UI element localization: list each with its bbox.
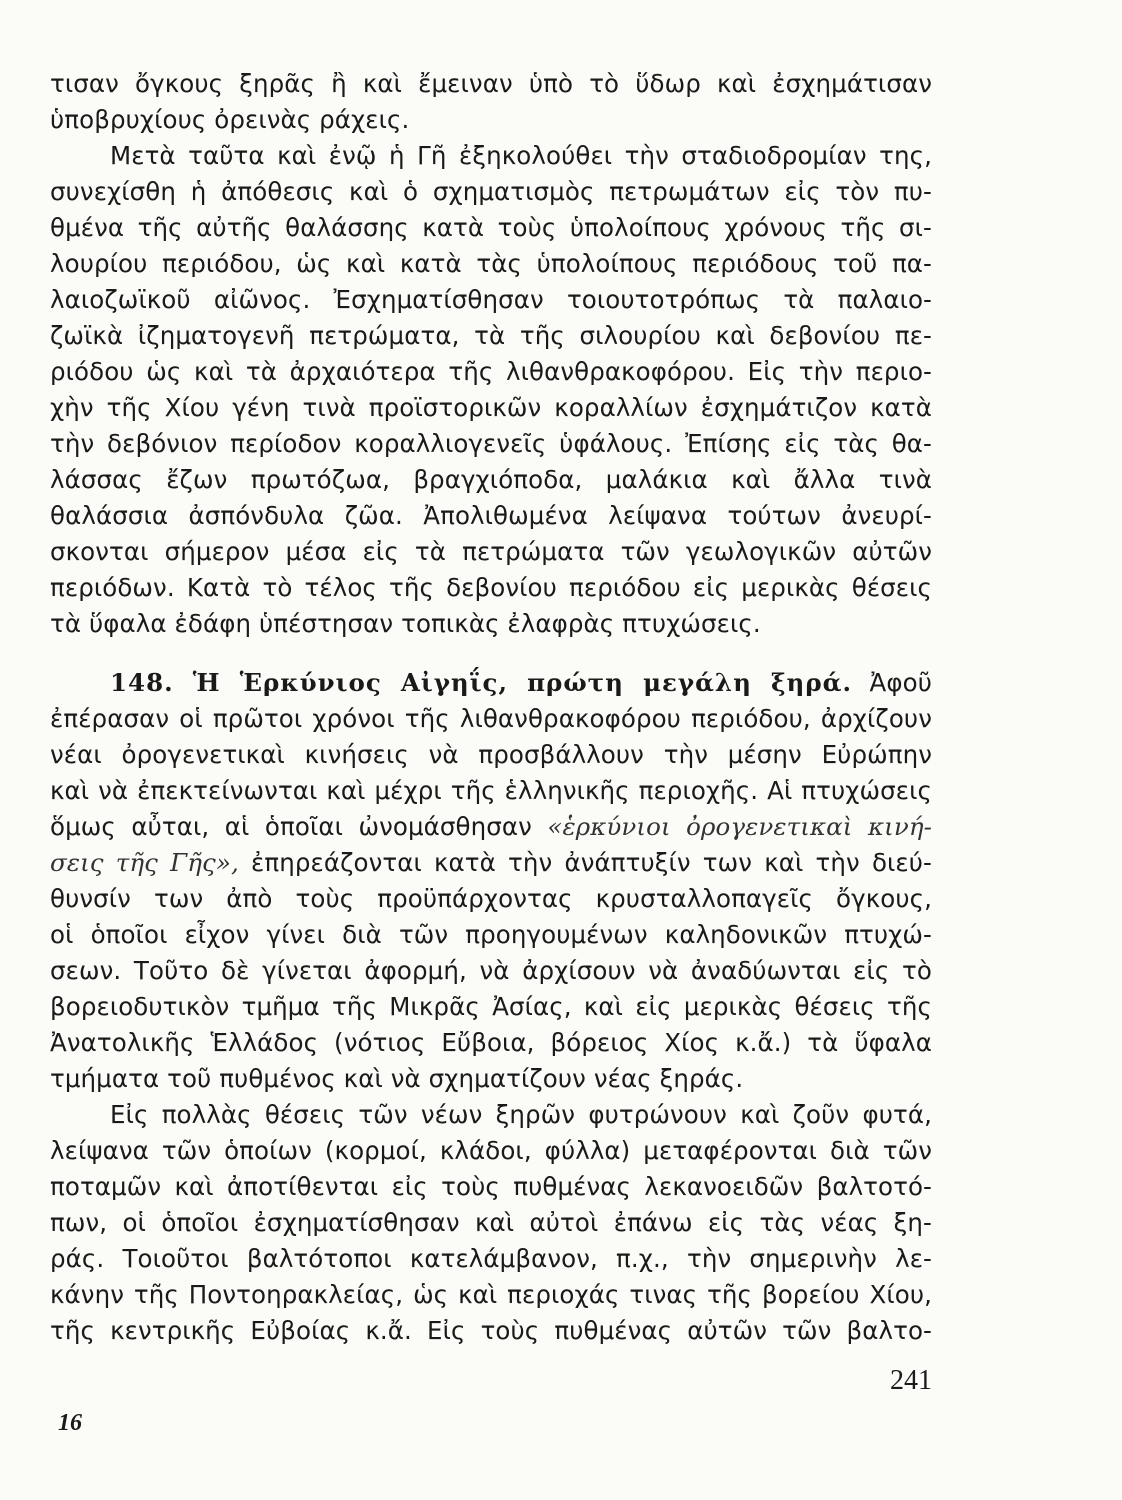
- text-line: ὑποβρυχίους ὀρεινὰς ράχεις.: [50, 105, 410, 134]
- section-heading: 148. Ἡ Ἑρκύνιος Αἰγηΐς, πρώτη μεγάλη ξηρά.: [110, 668, 853, 697]
- text-line: θυνσίν των ἀπὸ τοὺς προϋπάρχοντας κρυσταλλοπαγεῖς ὄγκους,: [50, 884, 932, 913]
- text-line: λείψανα τῶν ὁποίων (κορμοί, κλάδοι, φύλλα) μεταφέρονται διὰ τῶν: [50, 1136, 932, 1165]
- text-line: Ἀνατολικῆς Ἑλλάδος (νότιος Εὔβοια, βόρειος Χίος κ.ἄ.) τὰ ὕφαλα: [50, 1028, 932, 1057]
- text-line: τὴν δεβόνιον περίοδον κοραλλιογενεῖς ὑφάλους. Ἐπίσης εἰς τὰς θα-: [50, 429, 932, 458]
- text-line: [50, 845, 932, 881]
- text-line: ζωϊκὰ ἰζηματογενῆ πετρώματα, τὰ τῆς σιλουρίου καὶ δεβονίου πε-: [50, 321, 932, 350]
- text-line: θμένα τῆς αὐτῆς θαλάσσης κατὰ τοὺς ὑπολοίπους χρόνους τῆς σι-: [50, 213, 932, 242]
- text-line: τισαν ὄγκους ξηρᾶς ἢ καὶ ἔμειναν ὑπὸ τὸ ὕδωρ καὶ ἐσχημάτισαν: [50, 69, 932, 98]
- text-line: περιόδων. Κατὰ τὸ τέλος τῆς δεβονίου περιόδου εἰς μερικὰς θέσεις: [50, 573, 932, 602]
- text-line: χὴν τῆς Χίου γένη τινὰ προϊστορικῶν κοραλλίων ἐσχημάτιζον κατὰ: [50, 393, 932, 422]
- text-line: οἱ ὁποῖοι εἶχον γίνει διὰ τῶν προηγουμένων καληδονικῶν πτυχώ-: [50, 920, 932, 949]
- text-fragment: ὅμως αὖται, αἱ ὁποῖαι ὠνομάσθησαν: [50, 812, 532, 841]
- text-line: τμήματα τοῦ πυθμένος καὶ νὰ σχηματίζουν νέας ξηράς.: [50, 1064, 744, 1093]
- text-line: [50, 809, 932, 845]
- text-line: ριόδου ὡς καὶ τὰ ἀρχαιότερα τῆς λιθανθρακοφόρου. Εἰς τὴν περιο-: [50, 357, 932, 386]
- text-line: σεων. Τοῦτο δὲ γίνεται ἀφορμή, νὰ ἀρχίσουν νὰ ἀναδύωνται εἰς τὸ: [50, 956, 932, 985]
- text-line: Εἰς πολλὰς θέσεις τῶν νέων ξηρῶν φυτρώνουν καὶ ζοῦν φυτά,: [110, 1100, 932, 1129]
- text-line: κάνην τῆς Ποντοηρακλείας, ὡς καὶ περιοχάς τινας τῆς βορείου Χίου,: [50, 1280, 932, 1309]
- section-heading-line: [110, 665, 932, 701]
- text-line: τὰ ὕφαλα ἐδάφη ὑπέστησαν τοπικὰς ἐλαφρὰς πτυχώσεις.: [50, 609, 761, 638]
- text-line: ράς. Τοιοῦτοι βαλτότοποι κατελάμβανον, π.χ., τὴν σημερινὴν λε-: [50, 1244, 932, 1273]
- text-line: καὶ νὰ ἐπεκτείνωνται καὶ μέχρι τῆς ἑλληνικῆς περιοχῆς. Αἱ πτυχώσεις: [50, 776, 932, 805]
- text-line: συνεχίσθη ἡ ἀπόθεσις καὶ ὁ σχηματισμὸς πετρωμάτων εἰς τὸν πυ-: [50, 177, 932, 206]
- page-number: 241: [890, 1365, 932, 1396]
- text-line: θαλάσσια ἀσπόνδυλα ζῶα. Ἀπολιθωμένα λείψανα τούτων ἀνευρί-: [50, 501, 932, 530]
- italic-term: «ἑρκύνιοι ὀρογενετικαὶ κινή-: [547, 812, 932, 841]
- text-line: λουρίου περιόδου, ὡς καὶ κατὰ τὰς ὑπολοίπους περιόδους τοῦ πα-: [50, 249, 932, 278]
- text-line: βορειοδυτικὸν τμῆμα τῆς Μικρᾶς Ἀσίας, καὶ εἰς μερικὰς θέσεις τῆς: [50, 992, 932, 1021]
- text-line: Μετὰ ταῦτα καὶ ἐνῷ ἡ Γῆ ἐξηκολούθει τὴν σταδιοδρομίαν της,: [110, 141, 932, 170]
- text-fragment: Ἀφοῦ: [869, 668, 932, 697]
- text-line: τῆς κεντρικῆς Εὐβοίας κ.ἄ. Εἰς τοὺς πυθμένας αὐτῶν τῶν βαλτο-: [50, 1316, 932, 1345]
- text-line: πων, οἱ ὁποῖοι ἐσχηματίσθησαν καὶ αὐτοὶ ἐπάνω εἰς τὰς νέας ξη-: [50, 1208, 932, 1237]
- text-line: ποταμῶν καὶ ἀποτίθενται εἰς τοὺς πυθμένας λεκανοειδῶν βαλτοτό-: [50, 1172, 932, 1201]
- italic-term: σεις τῆς Γῆς»,: [50, 848, 239, 877]
- text-line: λαιοζωϊκοῦ αἰῶνος. Ἐσχηματίσθησαν τοιουτοτρόπως τὰ παλαιο-: [50, 285, 932, 314]
- text-line: λάσσας ἔζων πρωτόζωα, βραγχιόποδα, μαλάκια καὶ ἄλλα τινὰ: [50, 465, 932, 494]
- signature-mark: 16: [58, 1410, 82, 1436]
- text-line: ἐπέρασαν οἱ πρῶτοι χρόνοι τῆς λιθανθρακοφόρου περιόδου, ἀρχίζουν: [50, 704, 932, 733]
- text-line: σκονται σήμερον μέσα εἰς τὰ πετρώματα τῶν γεωλογικῶν αὐτῶν: [50, 537, 932, 566]
- text-line: νέαι ὀρογενετικαὶ κινήσεις νὰ προσβάλλουν τὴν μέσην Εὐρώπην: [50, 740, 932, 769]
- text-fragment: ἐπηρεάζονται κατὰ τὴν ἀνάπτυξίν των καὶ τὴν διεύ-: [251, 848, 932, 877]
